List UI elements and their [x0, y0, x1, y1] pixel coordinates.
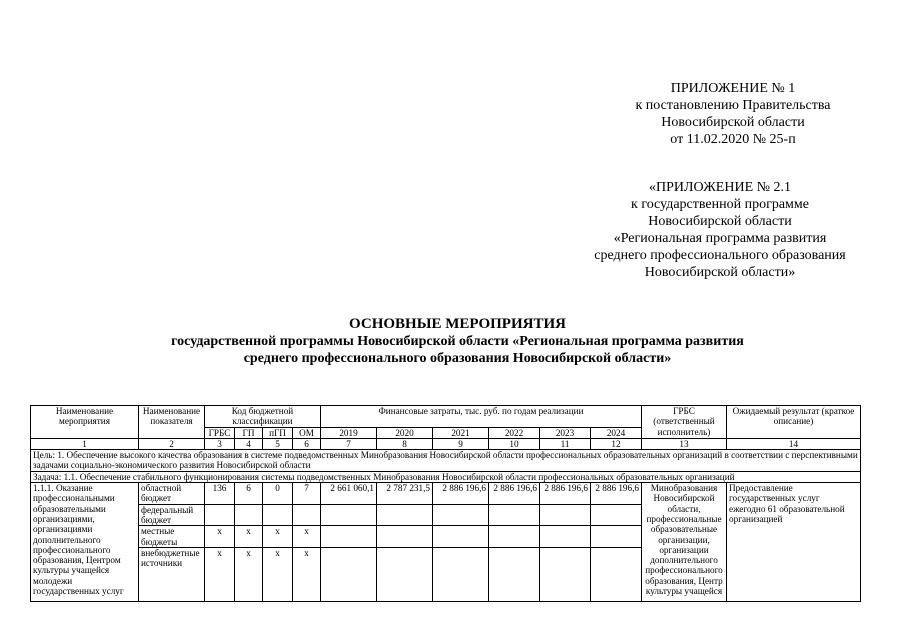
header-year: 2020	[377, 427, 433, 438]
column-number: 12	[591, 438, 642, 449]
code-cell: 6	[235, 483, 263, 505]
column-number: 7	[321, 438, 377, 449]
header-code-grbs: ГРБС	[205, 427, 235, 438]
indicator: местные бюджеты	[139, 526, 205, 548]
value-cell	[540, 526, 591, 548]
title-line-2: государственной программы Новосибирской области «Региональная программа развития	[171, 334, 744, 349]
title-line-3: среднего профессионального образования Новосибирской области»	[243, 351, 672, 366]
code-cell: x	[205, 547, 235, 601]
value-cell: 2 661 060,1	[321, 483, 377, 505]
value-cell: 2 886 196,6	[591, 483, 642, 505]
code-cell	[263, 504, 293, 526]
code-cell: x	[263, 526, 293, 548]
code-cell: 7	[293, 483, 321, 505]
code-cell	[293, 504, 321, 526]
header-code-om: ОМ	[293, 427, 321, 438]
header-code-gp: ГП	[235, 427, 263, 438]
column-number: 8	[377, 438, 433, 449]
annex-2-1-header	[560, 179, 880, 281]
annex-1-line: к постановлению Правительства	[635, 98, 831, 113]
value-cell	[433, 526, 489, 548]
header-indicator-name: Наименование показателя	[139, 406, 205, 439]
value-cell	[433, 504, 489, 526]
value-cell	[433, 547, 489, 601]
value-cell	[377, 504, 433, 526]
column-number: 14	[727, 438, 861, 449]
result-cell: Предоставление государственных услуг ежегодно 61 образовательной организацией	[727, 483, 861, 602]
activities-table	[30, 405, 861, 602]
column-number: 4	[235, 438, 263, 449]
header-year: 2024	[591, 427, 642, 438]
value-cell: 2 886 196,6	[540, 483, 591, 505]
value-cell	[489, 547, 540, 601]
value-cell	[489, 526, 540, 548]
indicator: областной бюджет	[139, 483, 205, 505]
header-year: 2021	[433, 427, 489, 438]
header-financing: Финансовые затраты, тыс. руб. по годам реализации	[321, 406, 642, 428]
column-number: 3	[205, 438, 235, 449]
header-row-1	[31, 406, 861, 428]
code-cell: 136	[205, 483, 235, 505]
annex-2-line: Новосибирской области	[648, 214, 792, 229]
header-grbs: ГРБС (ответственный исполнитель)	[642, 406, 727, 439]
value-cell	[321, 504, 377, 526]
code-cell	[205, 504, 235, 526]
code-cell: x	[263, 547, 293, 601]
column-number: 11	[540, 438, 591, 449]
column-number: 1	[31, 438, 139, 449]
header-year: 2022	[489, 427, 540, 438]
table-row	[31, 483, 861, 505]
header-event-name: Наименование мероприятия	[31, 406, 139, 439]
annex-2-line: к государственной программе	[631, 197, 809, 212]
annex-1-line: Новосибирской области	[661, 115, 805, 130]
grbs-cell: Минобразования Новосибирской области, профессиональные образовательные организации, организации дополнительного профессионального образования, Центр культуры учащейся	[642, 483, 727, 602]
task-row	[31, 471, 861, 482]
indicator: федеральный бюджет	[139, 504, 205, 526]
value-cell	[321, 547, 377, 601]
annex-2-line: среднего профессионального образования	[594, 248, 846, 263]
header-code-pgp: пГП	[263, 427, 293, 438]
value-cell: 2 787 231,5	[377, 483, 433, 505]
code-cell	[235, 504, 263, 526]
task-text: Задача: 1.1. Обеспечение стабильного функционирования системы подведомственных Минобразования Новосибирской области профессиональных образовательных организаций	[31, 471, 861, 482]
column-number: 6	[293, 438, 321, 449]
value-cell	[489, 504, 540, 526]
document-title	[60, 316, 855, 367]
header-year: 2023	[540, 427, 591, 438]
code-cell: x	[235, 547, 263, 601]
title-line-1: ОСНОВНЫЕ МЕРОПРИЯТИЯ	[349, 316, 566, 332]
code-cell: x	[293, 547, 321, 601]
event-name: 1.1.1. Оказание профессиональными образовательными организациями, организациями дополнительного профессионального образования, Центром культуры учащейся молодежи государственных услуг	[31, 483, 139, 602]
value-cell: 2 886 196,6	[489, 483, 540, 505]
value-cell	[591, 547, 642, 601]
code-cell: x	[293, 526, 321, 548]
goal-row	[31, 450, 861, 472]
value-cell: 2 886 196,6	[433, 483, 489, 505]
column-number: 10	[489, 438, 540, 449]
value-cell	[377, 526, 433, 548]
value-cell	[540, 504, 591, 526]
code-cell: x	[235, 526, 263, 548]
value-cell	[377, 547, 433, 601]
value-cell	[591, 504, 642, 526]
header-result: Ожидаемый результат (краткое описание)	[727, 406, 861, 439]
code-cell: x	[205, 526, 235, 548]
column-number-row	[31, 438, 861, 449]
column-number: 9	[433, 438, 489, 449]
code-cell: 0	[263, 483, 293, 505]
goal-text: Цель: 1. Обеспечение высокого качества образования в системе подведомственных Минобразования Новосибирской области профессиональных образовательных организаций в соответствии с перспективными задачами социально-экономического развития Новосибирской области	[31, 450, 861, 472]
column-number: 5	[263, 438, 293, 449]
column-number: 2	[139, 438, 205, 449]
annex-2-line: «Региональная программа развития	[613, 231, 827, 246]
annex-2-line: «ПРИЛОЖЕНИЕ № 2.1	[649, 180, 791, 195]
annex-2-line: Новосибирской области»	[644, 265, 796, 280]
indicator: внебюджетные источники	[139, 547, 205, 601]
annex-1-header	[588, 80, 878, 148]
header-budget-code: Код бюджетной классификации	[205, 406, 321, 428]
value-cell	[591, 526, 642, 548]
annex-1-line: от 11.02.2020 № 25-п	[670, 132, 796, 147]
header-year: 2019	[321, 427, 377, 438]
value-cell	[321, 526, 377, 548]
annex-1-line: ПРИЛОЖЕНИЕ № 1	[670, 81, 796, 96]
column-number: 13	[642, 438, 727, 449]
value-cell	[540, 547, 591, 601]
